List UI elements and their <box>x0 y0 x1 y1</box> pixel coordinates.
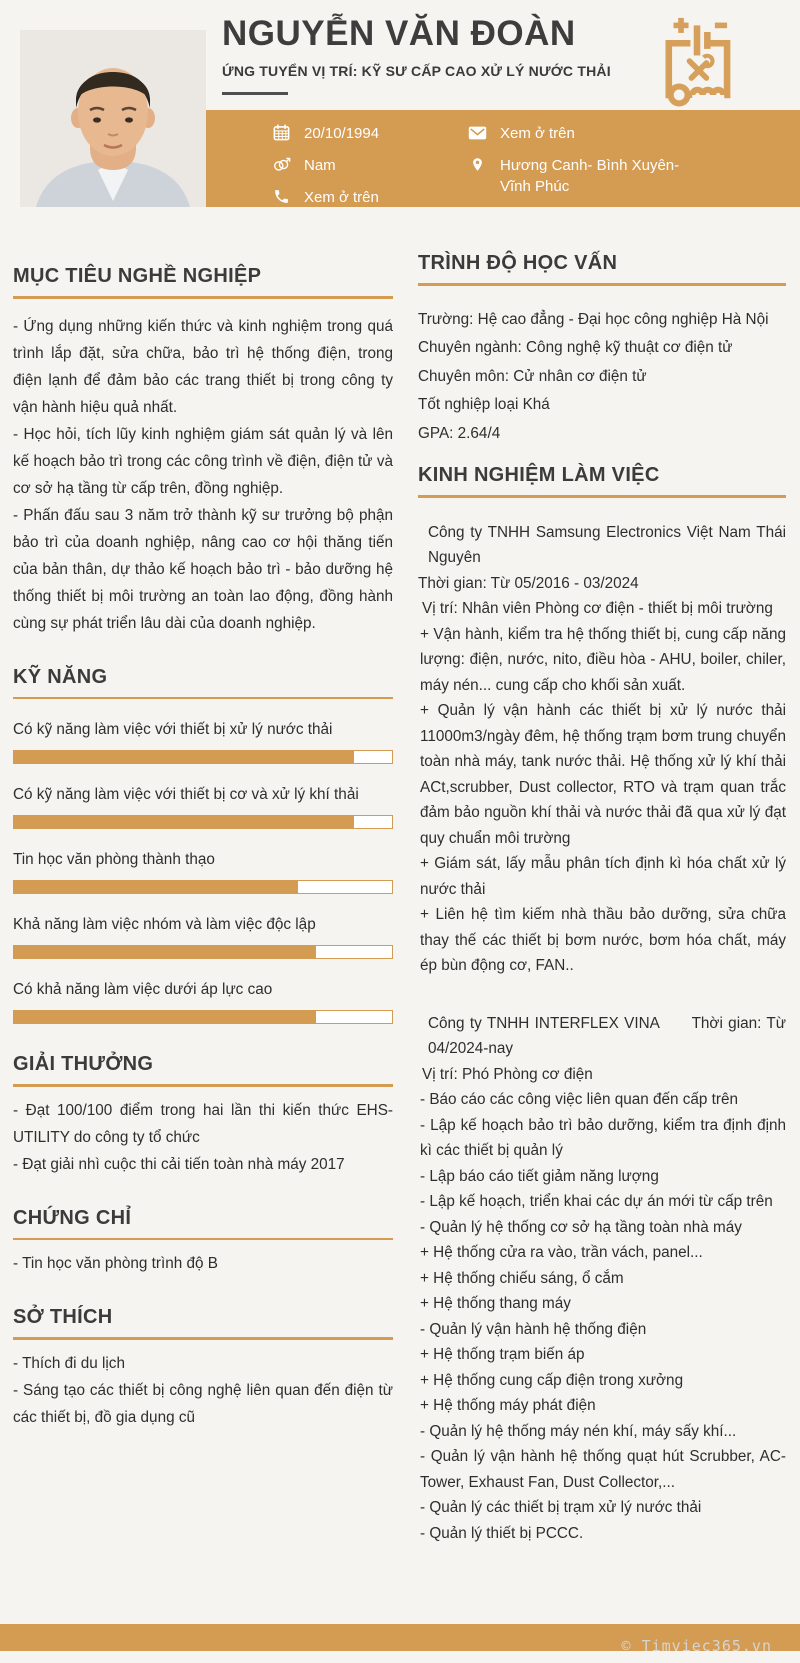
objective-paragraph: - Học hỏi, tích lũy kinh nghiệm giám sát quản lý và lên kế hoạch bảo trì trong các công trình về điện, điện tử và cơ sở hạ tầng từ cấp trên, đồng nghiệp. <box>13 425 393 497</box>
skill-bar <box>13 750 393 764</box>
education-lines <box>418 306 786 449</box>
contact-row-email <box>468 122 768 144</box>
dob-value: 20/10/1994 <box>304 125 380 142</box>
skill-item <box>13 980 393 1024</box>
section-title-skills: KỸ NĂNG <box>13 665 108 688</box>
objective-paragraph: - Ứng dụng những kiến thức và kinh nghiệm trong quá trình lắp đặt, sửa chữa, bảo trì hệ thống điện, trong điện lạnh để đảm bảo các trang thiết bị trong công ty vận hành hiệu quả nhất. <box>13 317 393 416</box>
applied-position: ỨNG TUYỂN VỊ TRÍ: KỸ SƯ CẤP CAO XỬ LÝ NƯỚC THẢI <box>222 63 611 79</box>
job-position: Vị trí: Nhân viên Phòng cơ điện - thiết bị môi trường <box>422 600 773 617</box>
section-rule <box>13 1084 393 1087</box>
section-hobbies <box>13 1306 393 1431</box>
skill-bar <box>13 1010 393 1024</box>
section-education <box>418 252 786 448</box>
skill-bar-fill <box>14 816 354 828</box>
job-position: Vị trí: Phó Phòng cơ điện <box>422 1065 593 1083</box>
skill-label: Khả năng làm việc nhóm và làm việc độc lập <box>13 916 316 933</box>
section-title-certificates: CHỨNG CHỈ <box>13 1206 132 1229</box>
education-line: Tốt nghiệp loại Khá <box>418 396 550 413</box>
job-detail: - Quản lý thiết bị PCCC. <box>420 1524 584 1542</box>
section-rule <box>13 697 393 700</box>
awards-list <box>13 1097 393 1178</box>
education-line: Chuyên ngành: Công nghệ kỹ thuật cơ điện tử <box>418 339 733 356</box>
section-title-experience: KINH NGHIỆM LÀM VIỆC <box>418 464 660 486</box>
job-detail: - Quản lý vận hành hệ thống quạt hút Scrubber, AC-Tower, Exhaust Fan, Dust Collector,... <box>420 1448 786 1491</box>
skill-item <box>13 850 393 894</box>
subtitle-underline <box>222 92 288 95</box>
job-period: Thời gian: Từ 05/2016 - 03/2024 <box>418 574 639 592</box>
section-title-education: TRÌNH ĐỘ HỌC VẤN <box>418 252 618 274</box>
section-awards <box>13 1053 393 1178</box>
skill-bar <box>13 815 393 829</box>
award-item: - Đạt giải nhì cuộc thi cải tiến toàn nhà máy 2017 <box>13 1155 345 1173</box>
section-rule <box>418 283 786 286</box>
job-detail: - Báo cáo các công việc liên quan đến cấp trên <box>420 1091 739 1108</box>
job-detail: - Lập kế hoạch, triển khai các dự án mới từ cấp trên <box>420 1193 773 1210</box>
job-detail: + Vận hành, kiểm tra hệ thống thiết bị, cung cấp năng lượng: điện, nước, nito, điều hòa - AHU, boiler, chiler, máy nén... cung cấp cho khối sản xuất. <box>420 625 786 694</box>
education-line: GPA: 2.64/4 <box>418 424 501 442</box>
skill-bar-fill <box>14 881 298 893</box>
skills-list <box>13 720 393 1024</box>
job-detail: + Hệ thống trạm biến áp <box>420 1346 585 1363</box>
phone-value: Xem ở trên <box>304 189 379 206</box>
skill-bar-fill <box>14 751 354 763</box>
section-certificates <box>13 1207 393 1278</box>
section-rule <box>418 495 786 498</box>
hobbies-list <box>13 1350 393 1431</box>
section-skills <box>13 666 393 1025</box>
contact-row-dob <box>272 122 462 144</box>
job-detail: + Quản lý vận hành các thiết bị xử lý nước thải 11000m3/ngày đêm, hệ thống trạm bơm trung chuyển toàn nhà máy, tank nước thải. Hệ thống xử lý khí thải ACt,scrubber, Dust collector, RTO và trạm quan trắc đảm bảo nguồn khí thải và nước thải đã qua xử lý đạt quy chuẩn môi trường <box>420 702 786 847</box>
right-column <box>418 252 786 1575</box>
left-column <box>13 265 393 1460</box>
job-detail: - Quản lý vận hành hệ thống điện <box>420 1320 647 1338</box>
job-detail: + Giám sát, lấy mẫu phân tích định kì hóa chất xử lý nước thải <box>420 855 786 898</box>
skill-bar-fill <box>14 1011 316 1023</box>
email-value: Xem ở trên <box>500 125 575 142</box>
calendar-icon <box>272 123 291 142</box>
section-rule <box>13 296 393 299</box>
job-detail: + Hệ thống chiếu sáng, ổ cắm <box>420 1269 624 1287</box>
job-detail: + Hệ thống thang máy <box>420 1295 571 1312</box>
job-entry <box>418 520 786 979</box>
jobs-list <box>418 520 786 1547</box>
section-experience <box>418 464 786 1546</box>
objective-paragraphs <box>13 313 393 637</box>
education-line: Chuyên môn: Cử nhân cơ điện tử <box>418 367 647 385</box>
skill-item <box>13 720 393 764</box>
objective-paragraph: - Phấn đấu sau 3 năm trở thành kỹ sư trưởng bộ phận bảo trì của doanh nghiệp, nâng cao cơ hội thăng tiến của bản thân, dự thảo kế hoạch bảo trì - bảo dưỡng hệ thống thiết bị môi trường an toàn lao động, đồng hành cùng sự phát triển lâu dài của doanh nghiệp. <box>13 506 393 632</box>
contact-row-gender <box>272 154 462 176</box>
job-detail: + Hệ thống cửa ra vào, trần vách, panel... <box>420 1244 703 1261</box>
certificates-list <box>13 1250 393 1277</box>
hobby-item: - Thích đi du lịch <box>13 1354 125 1372</box>
skill-bar <box>13 945 393 959</box>
job-company-and-period: Công ty TNHH INTERFLEX VINA Thời gian: Từ 04/2024-nay <box>428 1014 786 1057</box>
section-title-objective: MỤC TIÊU NGHỀ NGHIỆP <box>13 265 262 287</box>
section-title-awards: GIẢI THƯỞNG <box>13 1053 154 1075</box>
job-company: Công ty TNHH Samsung Electronics Việt Nam Thái Nguyên <box>428 523 786 566</box>
skill-label: Có khả năng làm việc dưới áp lực cao <box>13 981 273 998</box>
job-detail: - Lập báo cáo tiết giảm năng lượng <box>420 1167 659 1185</box>
section-objective <box>13 265 393 637</box>
contact-column-left <box>272 122 462 208</box>
contact-band <box>206 110 800 207</box>
skill-bar-fill <box>14 946 316 958</box>
gender-value: Nam <box>304 157 336 174</box>
phone-icon <box>272 187 291 206</box>
certificate-item: - Tin học văn phòng trình độ B <box>13 1255 218 1272</box>
job-detail: - Quản lý hệ thống cơ sở hạ tầng toàn nhà máy <box>420 1218 742 1236</box>
skill-item <box>13 785 393 829</box>
candidate-name: NGUYỄN VĂN ĐOÀN <box>222 14 576 53</box>
section-rule <box>13 1238 393 1241</box>
header-titles <box>222 14 642 95</box>
address-value: Hương Canh- Bình Xuyên- Vĩnh Phúc <box>500 157 680 195</box>
skill-label: Tin học văn phòng thành thạo <box>13 851 215 868</box>
education-line: Trường: Hệ cao đẳng - Đại học công nghiệp Hà Nội <box>418 310 769 328</box>
section-rule <box>13 1337 393 1340</box>
contact-row-phone <box>272 186 462 208</box>
skill-label: Có kỹ năng làm việc với thiết bị xử lý nước thải <box>13 721 333 738</box>
profile-photo <box>20 30 206 207</box>
job-detail: - Lập kế hoạch bảo trì bảo dưỡng, kiểm tra định định kì các thiết bị quản lý <box>420 1116 786 1159</box>
portrait-illustration <box>20 30 206 207</box>
skill-bar <box>13 880 393 894</box>
hobby-item: - Sáng tạo các thiết bị công nghệ liên quan đến điện từ các thiết bị, đồ gia dụng cũ <box>13 1381 393 1426</box>
skill-item <box>13 915 393 959</box>
job-detail: - Quản lý các thiết bị trạm xử lý nước thải <box>420 1499 702 1516</box>
section-title-hobbies: SỞ THÍCH <box>13 1306 113 1328</box>
job-entry <box>418 1011 786 1547</box>
skill-label: Có kỹ năng làm việc với thiết bị cơ và xử lý khí thải <box>13 786 359 803</box>
job-detail: + Hệ thống cung cấp điện trong xưởng <box>420 1371 684 1389</box>
envelope-icon <box>468 123 487 142</box>
job-detail: + Hệ thống máy phát điện <box>420 1397 596 1414</box>
job-detail: + Liên hệ tìm kiếm nhà thầu bảo dưỡng, sửa chữa thay thế các thiết bị bơm nước, bơm hóa chất, máy ép bùn động cơ, FAN.. <box>420 906 786 974</box>
map-pin-icon <box>468 155 487 174</box>
contact-row-address <box>468 154 768 197</box>
contact-column-right <box>468 122 768 197</box>
circuit-tools-icon <box>650 16 744 110</box>
gender-icon <box>272 155 291 174</box>
award-item: - Đạt 100/100 điểm trong hai lần thi kiến thức EHS- UTILITY do công ty tổ chức <box>13 1101 393 1146</box>
job-detail: - Quản lý hệ thống máy nén khí, máy sấy khí... <box>420 1422 737 1440</box>
watermark: © Timviec365.vn <box>621 1637 772 1655</box>
